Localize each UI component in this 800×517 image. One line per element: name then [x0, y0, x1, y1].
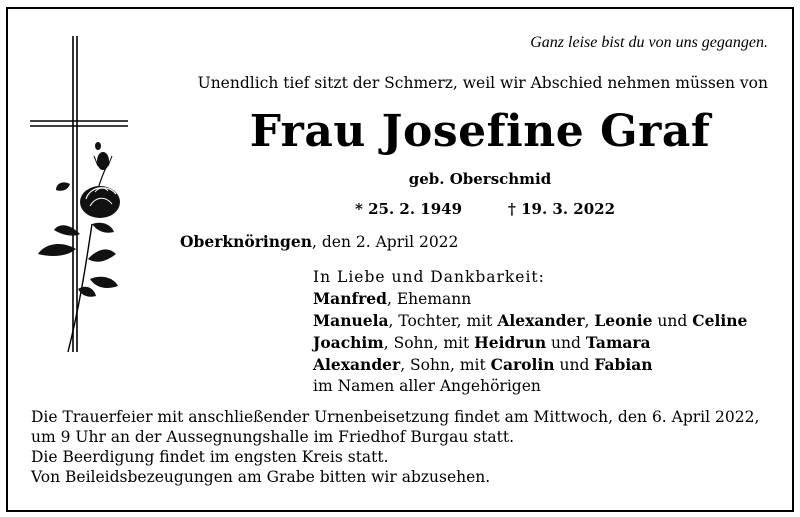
- mourner-line: [313, 332, 747, 354]
- mourner-name: Alexander: [497, 311, 585, 330]
- deceased-name: Frau Josefine Graf: [249, 106, 711, 157]
- mourner-line: [313, 310, 747, 332]
- birth-date: * 25. 2. 1949: [355, 200, 463, 218]
- mourner-name: Manuela: [313, 311, 389, 330]
- mourner-text: und: [652, 312, 693, 330]
- mourner-text: ,: [584, 312, 595, 330]
- cross-with-rose-icon: [28, 34, 138, 364]
- mourner-text: und: [546, 334, 586, 352]
- mourner-text: , Sohn, mit: [383, 334, 475, 352]
- motto: Ganz leise bist du von uns gegangen.: [530, 34, 768, 51]
- mourner-name: Tamara: [585, 333, 651, 352]
- mourner-name: Manfred: [313, 289, 388, 308]
- mourner-text: im Namen aller Angehörigen: [313, 377, 541, 395]
- mourner-text: , Sohn, mit: [400, 356, 491, 374]
- mourner-name: Carolin: [490, 355, 555, 374]
- intro-text: Unendlich tief sitzt der Schmerz, weil wir Abschied nehmen müssen von: [197, 74, 768, 92]
- mourner-name: Heidrun: [474, 333, 547, 352]
- life-dates: [355, 200, 615, 218]
- mourner-line: [313, 288, 747, 310]
- mourner-name: Fabian: [594, 355, 653, 374]
- mourner-name: Alexander: [313, 355, 401, 374]
- birth-name: geb. Oberschmid: [408, 170, 552, 188]
- note-line: Die Beerdigung findet im engsten Kreis statt.: [31, 448, 389, 466]
- mourners-heading: In Liebe und Dankbarkeit:: [313, 268, 545, 286]
- mourners-block: [313, 267, 747, 397]
- mourner-name: Joachim: [313, 333, 384, 352]
- mourner-text: und: [554, 356, 595, 374]
- mourner-name: Celine: [692, 311, 748, 330]
- mourner-line: [313, 376, 747, 397]
- note-line: Die Trauerfeier mit anschließender Urnenbeisetzung findet am Mittwoch, den 6. April 2022,: [31, 408, 760, 426]
- mourner-line: [313, 354, 747, 376]
- mourner-text: , Tochter, mit: [388, 312, 498, 330]
- place: Oberknöringen: [180, 232, 313, 251]
- service-notes: [31, 407, 759, 487]
- place-date: [180, 232, 458, 251]
- note-line: Von Beileidsbezeugungen am Grabe bitten wir abzusehen.: [31, 468, 491, 486]
- mourner-text: , Ehemann: [387, 290, 472, 308]
- mourner-name: Leonie: [594, 311, 653, 330]
- note-line: um 9 Uhr an der Aussegnungshalle im Friedhof Burgau statt.: [31, 428, 515, 446]
- date: , den 2. April 2022: [312, 233, 459, 251]
- death-date: † 19. 3. 2022: [508, 200, 616, 218]
